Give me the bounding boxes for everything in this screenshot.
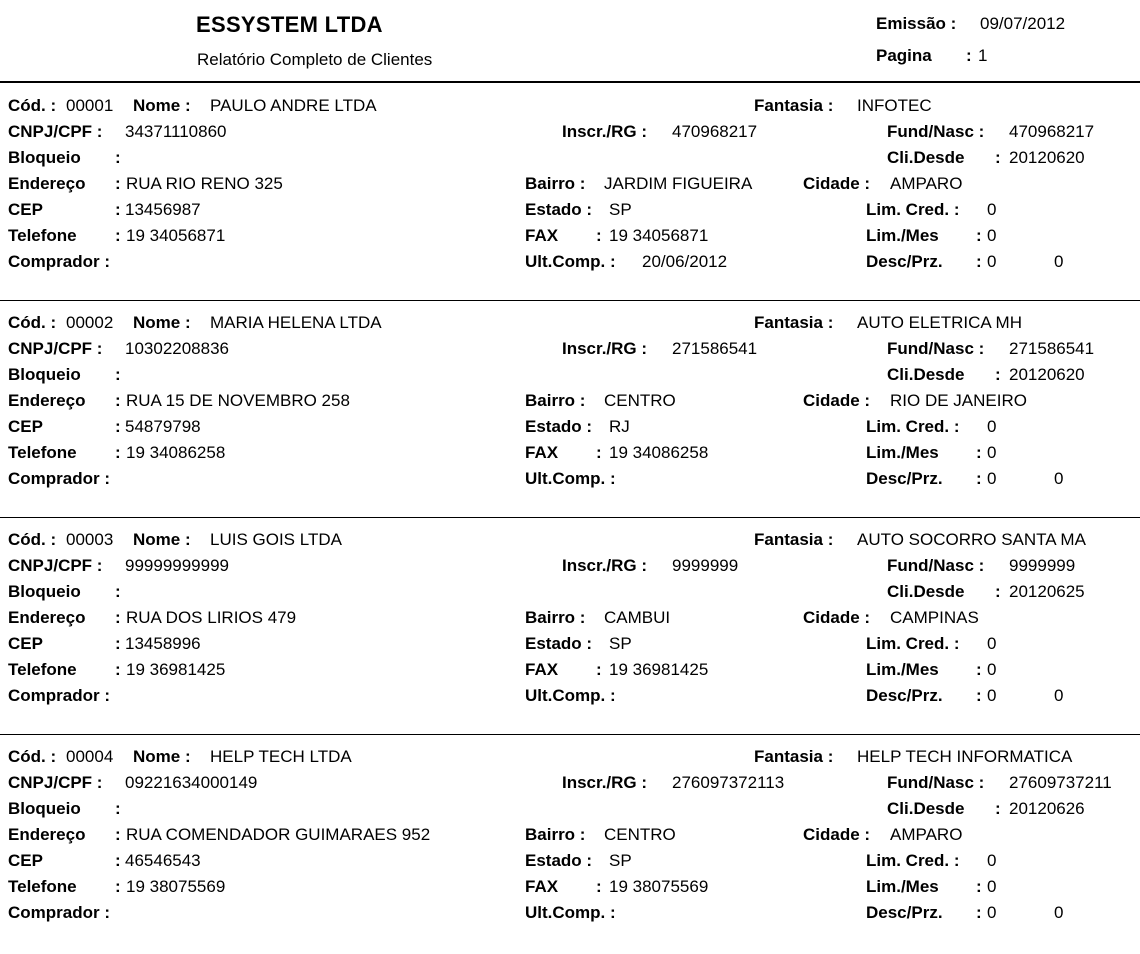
limmes-value: 0 [987, 877, 997, 896]
record-row-phone [0, 225, 1140, 249]
record-row-id [0, 312, 1140, 336]
cnpj-label: CNPJ/CPF : [8, 339, 103, 358]
record-row-phone [0, 876, 1140, 900]
cep-value: 54879798 [125, 417, 201, 436]
inscr-label: Inscr./RG : [562, 773, 648, 792]
cod-value: 00001 [66, 96, 114, 115]
bairro-label: Bairro : [525, 825, 586, 844]
telefone-value: 19 38075569 [126, 877, 226, 896]
limmes-colon: : [976, 877, 982, 896]
nome-value: HELP TECH LTDA [210, 747, 352, 766]
fantasia-label: Fantasia : [754, 530, 834, 549]
desc-value: 0 [987, 252, 997, 271]
limmes-colon: : [976, 226, 982, 245]
fund-value: 470968217 [1009, 122, 1095, 141]
telefone-colon: : [115, 877, 121, 896]
nome-label: Nome : [133, 313, 191, 332]
ultcomp-label: Ult.Comp. : [525, 686, 616, 705]
inscr-value: 271586541 [672, 339, 758, 358]
record-row-cep [0, 850, 1140, 874]
record-divider [0, 734, 1140, 735]
estado-value: SP [609, 200, 632, 219]
cnpj-label: CNPJ/CPF : [8, 773, 103, 792]
limmes-colon: : [976, 443, 982, 462]
inscr-label: Inscr./RG : [562, 556, 648, 575]
estado-value: SP [609, 851, 632, 870]
fax-value: 19 34056871 [609, 226, 709, 245]
nome-value: PAULO ANDRE LTDA [210, 96, 377, 115]
cidade-value: CAMPINAS [890, 608, 979, 627]
cnpj-value: 34371110860 [125, 122, 227, 141]
cidade-value: RIO DE JANEIRO [890, 391, 1027, 410]
record-row-address [0, 173, 1140, 197]
limmes-label: Lim./Mes [866, 226, 939, 245]
endereco-value: RUA COMENDADOR GUIMARAES 952 [126, 825, 431, 844]
emissao-label: Emissão : [876, 14, 957, 33]
clidesde-label: Cli.Desde [887, 799, 965, 818]
fantasia-label: Fantasia : [754, 747, 834, 766]
bairro-value: CAMBUI [604, 608, 671, 627]
fantasia-label: Fantasia : [754, 313, 834, 332]
record-row-address [0, 390, 1140, 414]
record-row-id [0, 95, 1140, 119]
cep-label: CEP [8, 634, 43, 653]
client-record [0, 746, 1140, 936]
cep-colon: : [115, 634, 121, 653]
nome-value: MARIA HELENA LTDA [210, 313, 382, 332]
record-row-status [0, 147, 1140, 171]
clidesde-value: 20120620 [1009, 365, 1085, 384]
estado-label: Estado : [525, 851, 593, 870]
record-row-status [0, 364, 1140, 388]
record-row-status [0, 581, 1140, 605]
telefone-colon: : [115, 443, 121, 462]
pagina-value: 1 [978, 46, 988, 65]
endereco-value: RUA DOS LIRIOS 479 [126, 608, 297, 627]
cep-label: CEP [8, 200, 43, 219]
fax-label: FAX [525, 877, 559, 896]
record-row-docs [0, 121, 1140, 145]
endereco-value: RUA 15 DE NOVEMBRO 258 [126, 391, 350, 410]
telefone-value: 19 34056871 [126, 226, 226, 245]
limmes-colon: : [976, 660, 982, 679]
limcred-value: 0 [987, 200, 997, 219]
record-row-status [0, 798, 1140, 822]
clidesde-colon: : [995, 582, 1001, 601]
limcred-label: Lim. Cred. : [866, 200, 960, 219]
fax-colon: : [596, 443, 602, 462]
telefone-label: Telefone [8, 877, 77, 896]
record-row-address [0, 824, 1140, 848]
prz-value: 0 [1054, 252, 1064, 271]
fantasia-value: AUTO ELETRICA MH [857, 313, 1022, 332]
limcred-value: 0 [987, 851, 997, 870]
endereco-colon: : [115, 174, 121, 193]
estado-label: Estado : [525, 634, 593, 653]
estado-value: SP [609, 634, 632, 653]
cnpj-value: 10302208836 [125, 339, 230, 358]
nome-label: Nome : [133, 96, 191, 115]
inscr-value: 470968217 [672, 122, 758, 141]
fax-label: FAX [525, 443, 559, 462]
clidesde-colon: : [995, 148, 1001, 167]
endereco-label: Endereço [8, 608, 86, 627]
cep-value: 13458996 [125, 634, 201, 653]
bloqueio-label: Bloqueio [8, 582, 81, 601]
fantasia-value: INFOTEC [857, 96, 932, 115]
cnpj-value: 99999999999 [125, 556, 230, 575]
ultcomp-label: Ult.Comp. : [525, 903, 616, 922]
cidade-value: AMPARO [890, 174, 963, 193]
estado-label: Estado : [525, 417, 593, 436]
clidesde-value: 20120620 [1009, 148, 1085, 167]
cep-value: 13456987 [125, 200, 201, 219]
cep-value: 46546543 [125, 851, 201, 870]
fax-colon: : [596, 226, 602, 245]
cod-value: 00002 [66, 313, 114, 332]
cep-colon: : [115, 851, 121, 870]
descprz-label: Desc/Prz. [866, 469, 943, 488]
record-row-purchase [0, 468, 1140, 492]
emissao-value: 09/07/2012 [980, 14, 1066, 33]
endereco-label: Endereço [8, 174, 86, 193]
clidesde-label: Cli.Desde [887, 148, 965, 167]
ultcomp-label: Ult.Comp. : [525, 252, 616, 271]
fax-colon: : [596, 660, 602, 679]
inscr-label: Inscr./RG : [562, 122, 648, 141]
record-divider [0, 517, 1140, 518]
descprz-colon: : [976, 252, 982, 271]
bairro-value: CENTRO [604, 391, 676, 410]
bairro-value: CENTRO [604, 825, 676, 844]
cod-value: 00003 [66, 530, 114, 549]
bloqueio-colon: : [115, 148, 121, 167]
fantasia-value: HELP TECH INFORMATICA [857, 747, 1073, 766]
cidade-label: Cidade : [803, 825, 871, 844]
cod-label: Cód. : [8, 96, 57, 115]
record-row-purchase [0, 251, 1140, 275]
bairro-label: Bairro : [525, 174, 586, 193]
record-row-cep [0, 199, 1140, 223]
fantasia-label: Fantasia : [754, 96, 834, 115]
desc-value: 0 [987, 903, 997, 922]
descprz-label: Desc/Prz. [866, 903, 943, 922]
bloqueio-colon: : [115, 365, 121, 384]
cidade-label: Cidade : [803, 174, 871, 193]
cnpj-label: CNPJ/CPF : [8, 556, 103, 575]
clidesde-label: Cli.Desde [887, 582, 965, 601]
clidesde-value: 20120625 [1009, 582, 1085, 601]
endereco-colon: : [115, 825, 121, 844]
cep-colon: : [115, 417, 121, 436]
client-record [0, 312, 1140, 502]
cep-label: CEP [8, 851, 43, 870]
inscr-label: Inscr./RG : [562, 339, 648, 358]
bloqueio-colon: : [115, 799, 121, 818]
fax-value: 19 34086258 [609, 443, 709, 462]
telefone-colon: : [115, 226, 121, 245]
prz-value: 0 [1054, 469, 1064, 488]
limmes-label: Lim./Mes [866, 660, 939, 679]
cod-label: Cód. : [8, 530, 57, 549]
clidesde-value: 20120626 [1009, 799, 1085, 818]
telefone-label: Telefone [8, 226, 77, 245]
fax-value: 19 38075569 [609, 877, 709, 896]
record-row-docs [0, 772, 1140, 796]
bloqueio-label: Bloqueio [8, 799, 81, 818]
fax-label: FAX [525, 226, 559, 245]
fax-colon: : [596, 877, 602, 896]
endereco-label: Endereço [8, 825, 86, 844]
limcred-value: 0 [987, 417, 997, 436]
fund-value: 271586541 [1009, 339, 1095, 358]
cidade-value: AMPARO [890, 825, 963, 844]
client-record [0, 95, 1140, 285]
endereco-colon: : [115, 608, 121, 627]
descprz-colon: : [976, 469, 982, 488]
client-record [0, 529, 1140, 719]
comprador-label: Comprador : [8, 469, 110, 488]
clidesde-label: Cli.Desde [887, 365, 965, 384]
fax-value: 19 36981425 [609, 660, 709, 679]
pagina-label: Pagina [876, 46, 932, 65]
record-row-id [0, 529, 1140, 553]
telefone-value: 19 34086258 [126, 443, 226, 462]
limmes-label: Lim./Mes [866, 877, 939, 896]
record-row-id [0, 746, 1140, 770]
clidesde-colon: : [995, 799, 1001, 818]
comprador-label: Comprador : [8, 686, 110, 705]
telefone-label: Telefone [8, 443, 77, 462]
prz-value: 0 [1054, 903, 1064, 922]
cep-colon: : [115, 200, 121, 219]
endereco-label: Endereço [8, 391, 86, 410]
fund-label: Fund/Nasc : [887, 122, 985, 141]
telefone-label: Telefone [8, 660, 77, 679]
estado-value: RJ [609, 417, 630, 436]
comprador-label: Comprador : [8, 252, 110, 271]
telefone-value: 19 36981425 [126, 660, 226, 679]
endereco-colon: : [115, 391, 121, 410]
endereco-value: RUA RIO RENO 325 [126, 174, 283, 193]
record-row-phone [0, 442, 1140, 466]
bairro-label: Bairro : [525, 391, 586, 410]
limcred-label: Lim. Cred. : [866, 851, 960, 870]
limmes-value: 0 [987, 443, 997, 462]
cidade-label: Cidade : [803, 391, 871, 410]
nome-label: Nome : [133, 747, 191, 766]
fund-label: Fund/Nasc : [887, 773, 985, 792]
cnpj-value: 09221634000149 [125, 773, 258, 792]
desc-value: 0 [987, 469, 997, 488]
cidade-label: Cidade : [803, 608, 871, 627]
cod-label: Cód. : [8, 313, 57, 332]
ultcomp-value: 20/06/2012 [642, 252, 728, 271]
descprz-colon: : [976, 903, 982, 922]
descprz-label: Desc/Prz. [866, 252, 943, 271]
bairro-label: Bairro : [525, 608, 586, 627]
bloqueio-label: Bloqueio [8, 148, 81, 167]
cod-value: 00004 [66, 747, 114, 766]
bloqueio-colon: : [115, 582, 121, 601]
record-row-docs [0, 338, 1140, 362]
company-name: ESSYSTEM LTDA [196, 12, 383, 37]
fund-value: 27609737211 [1009, 773, 1112, 792]
descprz-label: Desc/Prz. [866, 686, 943, 705]
comprador-label: Comprador : [8, 903, 110, 922]
bloqueio-label: Bloqueio [8, 365, 81, 384]
record-row-phone [0, 659, 1140, 683]
fund-value: 9999999 [1009, 556, 1076, 575]
limcred-label: Lim. Cred. : [866, 417, 960, 436]
inscr-value: 276097372113 [672, 773, 785, 792]
clidesde-colon: : [995, 365, 1001, 384]
record-row-address [0, 607, 1140, 631]
ultcomp-label: Ult.Comp. : [525, 469, 616, 488]
record-row-cep [0, 416, 1140, 440]
record-row-purchase [0, 685, 1140, 709]
limmes-value: 0 [987, 226, 997, 245]
limcred-value: 0 [987, 634, 997, 653]
record-row-purchase [0, 902, 1140, 926]
limmes-value: 0 [987, 660, 997, 679]
report-title: Relatório Completo de Clientes [197, 50, 433, 69]
fax-label: FAX [525, 660, 559, 679]
desc-value: 0 [987, 686, 997, 705]
cod-label: Cód. : [8, 747, 57, 766]
fund-label: Fund/Nasc : [887, 339, 985, 358]
pagina-sep: : [966, 46, 972, 65]
bairro-value: JARDIM FIGUEIRA [604, 174, 753, 193]
inscr-value: 9999999 [672, 556, 739, 575]
prz-value: 0 [1054, 686, 1064, 705]
cnpj-label: CNPJ/CPF : [8, 122, 103, 141]
nome-value: LUIS GOIS LTDA [210, 530, 342, 549]
descprz-colon: : [976, 686, 982, 705]
telefone-colon: : [115, 660, 121, 679]
limcred-label: Lim. Cred. : [866, 634, 960, 653]
header-divider [0, 81, 1140, 83]
estado-label: Estado : [525, 200, 593, 219]
record-divider [0, 300, 1140, 301]
cep-label: CEP [8, 417, 43, 436]
fund-label: Fund/Nasc : [887, 556, 985, 575]
fantasia-value: AUTO SOCORRO SANTA MA [857, 530, 1086, 549]
nome-label: Nome : [133, 530, 191, 549]
record-row-docs [0, 555, 1140, 579]
record-row-cep [0, 633, 1140, 657]
limmes-label: Lim./Mes [866, 443, 939, 462]
